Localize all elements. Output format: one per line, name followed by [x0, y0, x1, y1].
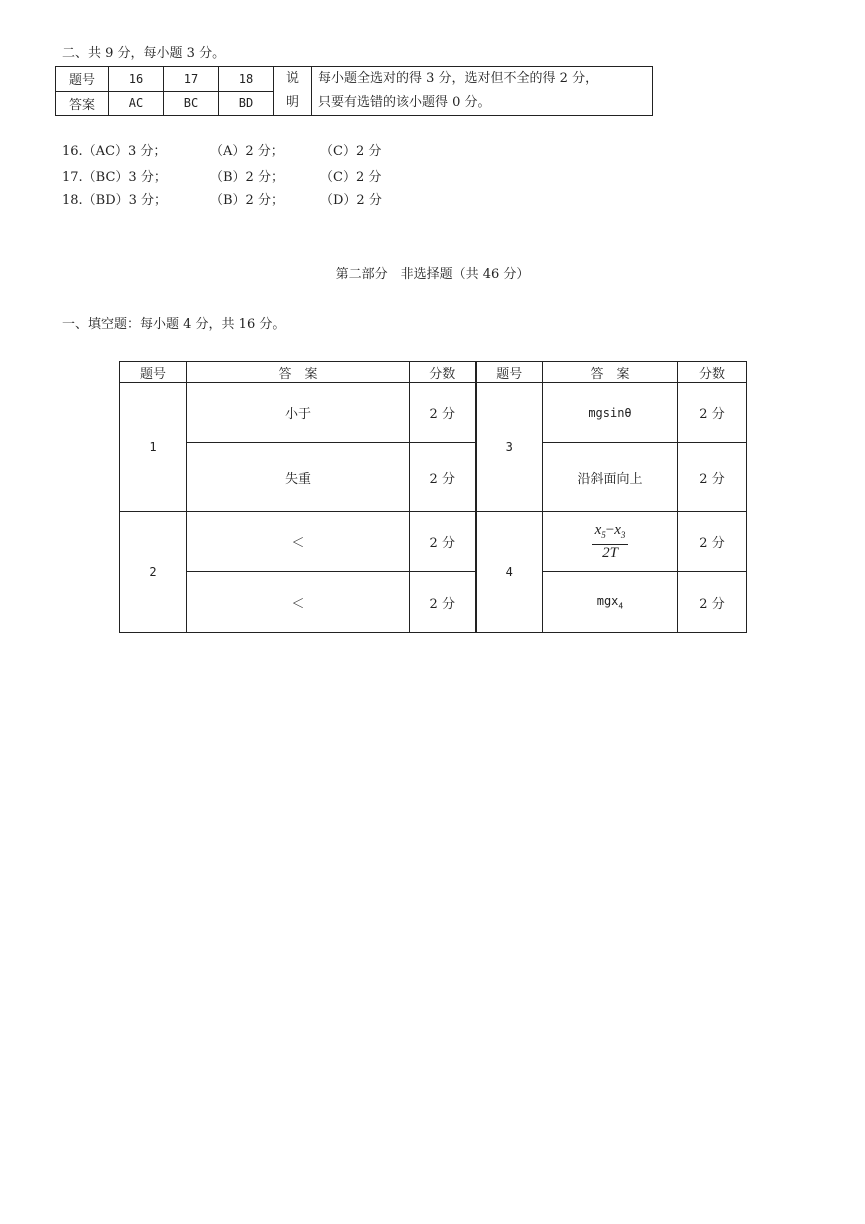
scoring-full-16: 16.（AC）3 分； — [62, 144, 167, 159]
fill-in-answer-table — [119, 361, 747, 633]
velocity-fraction — [592, 522, 629, 562]
header-answer: 答 案 — [543, 362, 678, 383]
part2-title: 第二部分 非选择题（共 46 分） — [335, 267, 530, 282]
answer-cell-fraction — [543, 512, 678, 572]
explanation-note-line: 只要有选错的该小题得 0 分。 — [318, 95, 491, 110]
score-cell: 2 分 — [678, 383, 747, 443]
scoring-partial-16b: （C）2 分 — [320, 144, 382, 159]
score-cell: 2 分 — [410, 443, 476, 512]
answer-cell: BC — [164, 91, 219, 116]
explanation-note-line: 每小题全选对的得 3 分，选对但不全的得 2 分， — [318, 71, 599, 86]
question-number: 16 — [109, 67, 164, 92]
answer-cell: 失重 — [187, 443, 410, 512]
question-number: 3 — [476, 383, 543, 512]
answer-cell: 小于 — [187, 383, 410, 443]
question-number: 4 — [476, 512, 543, 633]
question-number: 18 — [219, 67, 274, 92]
answer-cell: BD — [219, 91, 274, 116]
answer-cell: AC — [109, 91, 164, 116]
score-cell: 2 分 — [410, 572, 476, 633]
header-number: 题号 — [120, 362, 187, 383]
score-cell: 2 分 — [678, 443, 747, 512]
header-score: 分数 — [410, 362, 476, 383]
scoring-partial-17a: （B）2 分； — [210, 170, 284, 185]
explanation-note — [312, 67, 653, 116]
score-cell: 2 分 — [410, 383, 476, 443]
answer-cell: ＜ — [187, 572, 410, 633]
mc-section-heading: 二、共 9 分，每小题 3 分。 — [62, 46, 226, 61]
scoring-full-18: 18.（BD）3 分； — [62, 193, 168, 208]
answer-cell: mgsinθ — [543, 383, 678, 443]
question-number: 2 — [120, 512, 187, 633]
score-cell: 2 分 — [410, 512, 476, 572]
fraction-denominator: 2T — [602, 544, 618, 561]
scoring-full-17: 17.（BC）3 分； — [62, 170, 167, 185]
explanation-label-char: 明 — [285, 95, 299, 110]
scoring-partial-18b: （D）2 分 — [320, 193, 382, 208]
answer-cell: ＜ — [187, 512, 410, 572]
header-answer: 答 案 — [187, 362, 410, 383]
explanation-label — [274, 67, 312, 116]
fraction-numerator: $x_5-x_3$ — [592, 522, 629, 545]
scoring-partial-18a: （B）2 分； — [210, 193, 284, 208]
mc-answer-table — [55, 66, 653, 116]
question-number: 17 — [164, 67, 219, 92]
score-cell: 2 分 — [678, 572, 747, 633]
question-number: 1 — [120, 383, 187, 512]
header-score: 分数 — [678, 362, 747, 383]
score-cell: 2 分 — [678, 512, 747, 572]
row-label-number: 题号 — [56, 67, 109, 92]
scoring-partial-16a: （A）2 分； — [210, 144, 284, 159]
fill-in-heading: 一、填空题：每小题 4 分，共 16 分。 — [62, 317, 286, 332]
answer-cell: 沿斜面向上 — [543, 443, 678, 512]
scoring-partial-17b: （C）2 分 — [320, 170, 382, 185]
header-number: 题号 — [476, 362, 543, 383]
row-label-answer: 答案 — [56, 91, 109, 116]
explanation-label-char: 说 — [285, 71, 299, 86]
answer-cell: mgx$_4$ — [543, 572, 678, 633]
